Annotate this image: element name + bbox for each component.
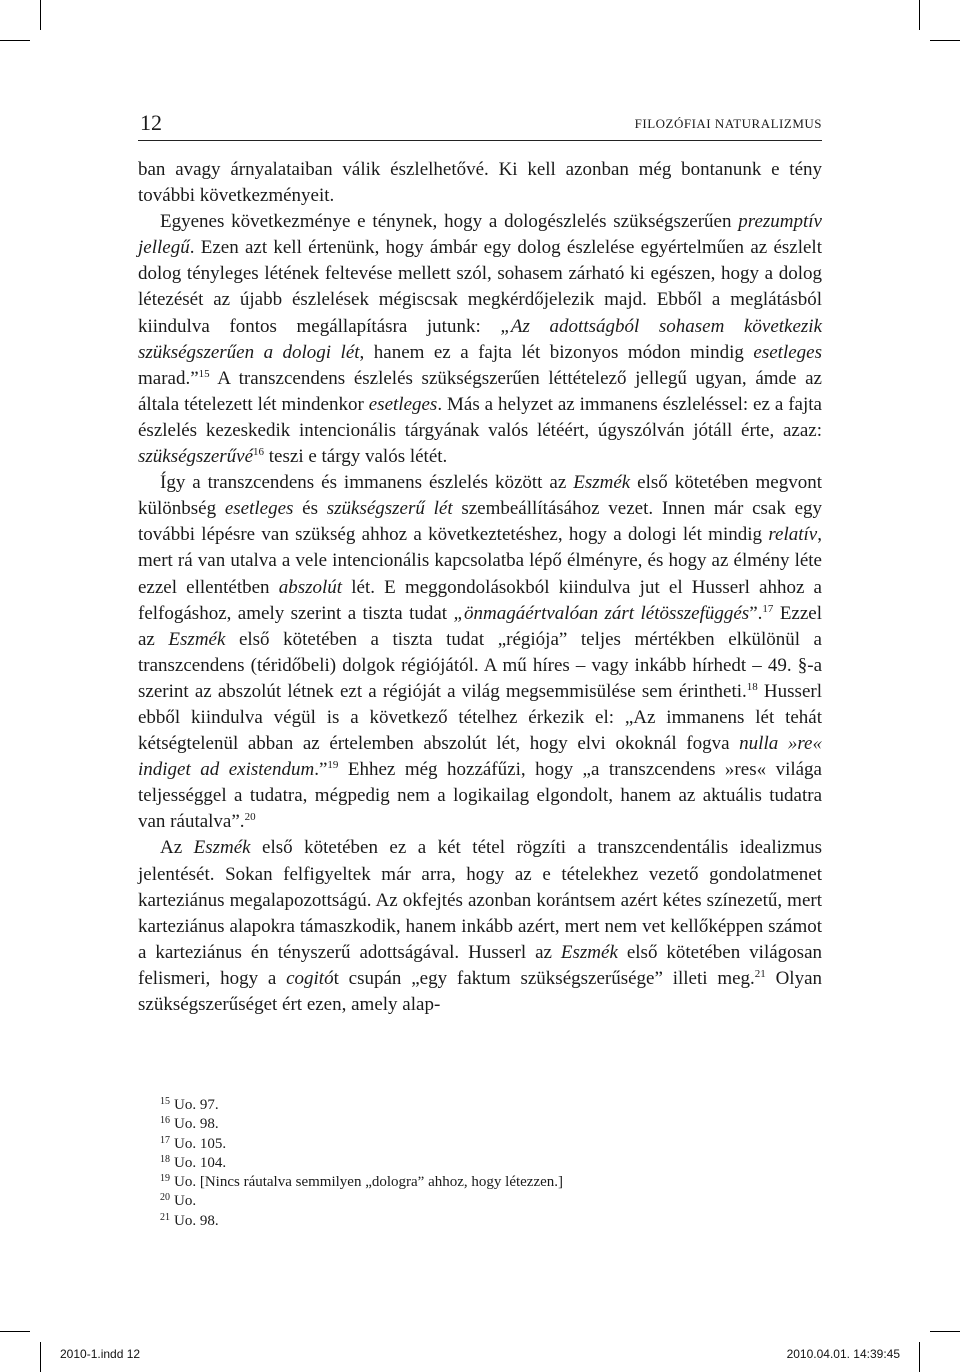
crop-mark-bottom-left-h bbox=[0, 1331, 30, 1332]
footnote bbox=[160, 1192, 820, 1211]
crop-mark-bottom-left bbox=[40, 1342, 41, 1372]
text-run: és bbox=[293, 498, 327, 520]
footnote-ref: 19 bbox=[327, 759, 339, 772]
italic-run: Eszmék bbox=[560, 941, 618, 963]
italic-run: nulla »re« indiget ad existendum bbox=[138, 733, 822, 781]
italic-run: relatív bbox=[768, 524, 818, 546]
page-number: 12 bbox=[140, 110, 162, 135]
header-rule bbox=[138, 140, 822, 141]
footnote-number: 17 bbox=[160, 1134, 170, 1146]
italic-run: esetleges bbox=[368, 393, 438, 415]
footnote-number: 16 bbox=[160, 1115, 170, 1127]
crop-mark-top-left bbox=[40, 0, 41, 30]
footnote-ref: 21 bbox=[754, 967, 766, 980]
text-run: . Ezen azt kell értenünk, hogy ámbár egy dolog észlelése egyértelműen az észlelt dolog tényleges létének feltevése mellett szól, sohasem zárható ki egészen, hogy a dolog létezését az újabb észlelések mégiscsak megkérdőjelezik majd. Ebből a meglátásból kiindulva fontos megállapításra jutunk: bbox=[138, 237, 822, 337]
text-run: A transzcendens észlelés szükségszerűen léttételező jellegű ugyan, ámde az általa tételezett lét mindenkor bbox=[138, 367, 822, 415]
footnote-ref: 15 bbox=[198, 367, 210, 380]
slug-timestamp: 2010.04.01. 14:39:45 bbox=[786, 1347, 900, 1361]
italic-run: szükségszerűvé bbox=[138, 446, 254, 468]
footnote-number: 20 bbox=[160, 1192, 170, 1204]
text-run: Az bbox=[160, 837, 194, 859]
italic-run: szükségszerű lét bbox=[326, 498, 453, 520]
text-run: Egyenes következménye e ténynek, hogy a dologészlelés szükségszerűen bbox=[160, 211, 739, 233]
crop-mark-top-left-h bbox=[0, 40, 30, 41]
footnote-text: Uo. 98. bbox=[174, 1116, 219, 1133]
text-run: marad.” bbox=[138, 367, 199, 389]
footnote-ref: 18 bbox=[746, 680, 758, 693]
text-run: , mert rá van utalva a vele intencionális kapcsolatba lépő élményre, és hogy az élmény léte ezzel ellentétben bbox=[138, 524, 822, 598]
italic-run: „önmagáértvalóan zárt létösszefüggés bbox=[453, 602, 750, 624]
text-run: szembeállításához vezet. Innen már csak egy további lépésre van szükség ahhoz a következtetéshez, hogy a dologi lét mindig bbox=[138, 498, 823, 546]
footnote-text: Uo. 105. bbox=[174, 1135, 227, 1152]
text-run: első kötetében megvont különbség bbox=[138, 472, 822, 520]
footnote bbox=[160, 1212, 820, 1231]
running-title: FILOZÓFIAI NATURALIZMUS bbox=[634, 116, 822, 131]
footnote-text: Uo. 97. bbox=[174, 1097, 219, 1113]
text-run: első kötetében ez a két tétel rögzíti a transzcendentális idealizmus jelentését. Sokan felfigyeltek már arra, hogy az e tételekhez vezető gondolatmenet karteziánus megalapozottságú. Az okfejtés azonban korántsem azért kétes színezetű, mert karteziánus alapokra támaszkodik, hanem inkább azért, mert nem vet kellőképpen számot a karteziánus én tényszerű adottságával. Husserl az bbox=[138, 837, 822, 963]
text-run: . Más a helyzet az immanens észleléssel: ez a fajta észlelés kezeskedik intencionális tárgyának valós létéért, úgyszólván jótáll érte, azaz: bbox=[138, 393, 822, 441]
text-run: teszi e tárgy valós létét. bbox=[264, 446, 448, 468]
footnote-ref: 17 bbox=[762, 602, 774, 615]
text-run: Ezzel az bbox=[138, 602, 823, 650]
italic-run: Eszmék bbox=[573, 472, 631, 494]
footnote-text: Uo. bbox=[174, 1193, 197, 1210]
footnotes bbox=[160, 1096, 820, 1231]
text-run: .” bbox=[314, 759, 328, 781]
italic-run: abszolút bbox=[278, 576, 343, 598]
footnote-ref: 16 bbox=[253, 446, 265, 459]
italic-run: esetleges bbox=[224, 498, 294, 520]
footnote-number: 19 bbox=[160, 1173, 170, 1185]
text-run: első kötetében világosan felismeri, hogy a bbox=[138, 941, 822, 989]
crop-mark-top-right bbox=[919, 0, 920, 30]
italic-run: Eszmék bbox=[193, 837, 251, 859]
text-run: ”. bbox=[749, 602, 763, 624]
text-run: Olyan szükségszerűséget ért ezen, amely alap- bbox=[138, 967, 823, 1015]
paragraph-2 bbox=[138, 209, 822, 470]
body-text bbox=[138, 157, 822, 1018]
footnote-text: Uo. 98. bbox=[174, 1212, 219, 1229]
slug-file-name: 2010-1.indd 12 bbox=[60, 1347, 141, 1361]
text-run: lét. E meggondolásokból kiindulva jut el Husserl ahhoz a felfogáshoz, amely szerint a tiszta tudat bbox=[138, 576, 822, 624]
text-run: Ehhez még hozzáfűzi, hogy „a transzcendens »res« világa teljességgel a tudatra, mégpedig nem a logikailag elgondolt, hanem az aktuális tudatra van ráutalva”. bbox=[138, 759, 822, 833]
crop-mark-top-right-h bbox=[930, 40, 960, 41]
italic-run: cogitó bbox=[286, 967, 334, 989]
italic-run: Eszmék bbox=[168, 628, 226, 650]
crop-mark-bottom-right-h bbox=[930, 1331, 960, 1332]
footnote-number: 21 bbox=[160, 1211, 170, 1223]
text-run: Husserl ebből kiindulva végül is a következő tételhez érkezik el: „Az immanens lét tehát kétségtelenül abban az értelemben abszolút lét, hogy elvi okoknál fogva bbox=[138, 680, 822, 755]
italic-run: esetleges bbox=[753, 341, 822, 363]
footnote bbox=[160, 1154, 820, 1173]
footnote bbox=[160, 1096, 820, 1115]
footnote-ref: 20 bbox=[244, 811, 256, 824]
page-header bbox=[138, 108, 822, 140]
text-run: első kötetében a tiszta tudat „régiója” teljes mértékben elkülönül a transzcendens (téridőbeli) dolgok régiójától. A mű híres – vagy inkább hírhedt – 49. §-a szerint az abszolút létnek ezt a régióját a világ megsemmisülése sem érintheti. bbox=[138, 628, 822, 702]
italic-run: prezumptív jellegű bbox=[138, 211, 822, 259]
text-run: ban avagy árnyalataiban válik észlelhetővé. Ki kell azonban még bontanunk e tény további következményeit. bbox=[138, 159, 822, 207]
footnote-number: 15 bbox=[160, 1096, 170, 1107]
footnote bbox=[160, 1135, 820, 1154]
paragraph-1 bbox=[138, 157, 822, 209]
text-run: , hanem ez a fajta lét bizonyos módon mindig bbox=[359, 341, 754, 363]
text-run: Így a transzcendens és immanens észlelés között az bbox=[160, 472, 574, 494]
footnote-number: 18 bbox=[160, 1153, 170, 1165]
footnote-text: Uo. 104. bbox=[174, 1154, 227, 1171]
crop-mark-bottom-right bbox=[919, 1342, 920, 1372]
text-run: t csupán „egy faktum szükségszerűsége” illeti meg. bbox=[333, 967, 755, 989]
paragraph-4 bbox=[138, 835, 822, 1018]
paragraph-3 bbox=[138, 470, 822, 835]
footnote bbox=[160, 1173, 820, 1192]
footnote bbox=[160, 1115, 820, 1134]
italic-run: „Az adottságból sohasem következik szükségszerűen a dologi lét bbox=[138, 315, 822, 363]
footnote-text: Uo. [Nincs ráutalva semmilyen „dologra” ahhoz, hogy létezzen.] bbox=[174, 1174, 564, 1191]
